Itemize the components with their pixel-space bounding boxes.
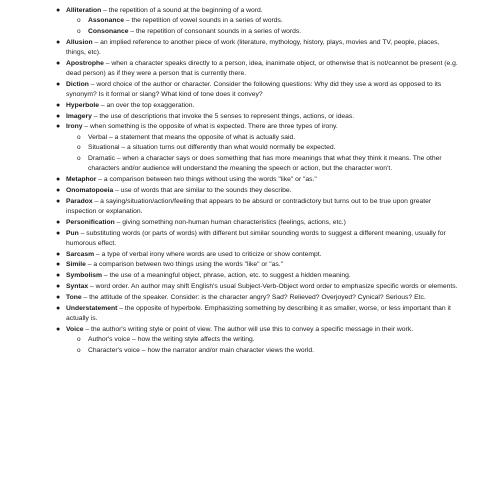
- term-name: Pun: [66, 229, 79, 237]
- term-item: [56, 325, 460, 356]
- sub-term-item: [77, 27, 460, 37]
- sub-term-list: [66, 16, 460, 37]
- bullet-icon: ●: [56, 80, 61, 88]
- term-item: [56, 101, 460, 111]
- sub-term-item: [77, 335, 460, 345]
- circle-bullet-icon: o: [77, 144, 81, 152]
- bullet-icon: ●: [56, 261, 61, 269]
- term-definition: – word choice of the author or character. Consider the following questions: Why did they use a word as opposed to its synonym? Is it formal or slang? What kind of tone does it convey?: [66, 80, 442, 98]
- circle-bullet-icon: o: [77, 335, 81, 343]
- term-name: Alliteration: [66, 7, 102, 14]
- term-item: [56, 175, 460, 185]
- sub-term-list: [66, 335, 460, 356]
- term-item: [56, 250, 460, 260]
- term-name: Diction: [66, 80, 89, 88]
- sub-term-item: [77, 154, 460, 174]
- term-definition: – word order. An author may shift English's usual Subject-Verb-Object word order to emphasize specific words or elements.: [88, 282, 458, 290]
- sub-term-definition: Verbal – a statement that means the opposite of what is actually said.: [88, 133, 296, 141]
- bullet-icon: ●: [56, 176, 61, 184]
- bullet-icon: ●: [56, 293, 61, 301]
- bullet-icon: ●: [56, 123, 61, 131]
- sub-term-definition: Character's voice – how the narrator and/or main character views the world.: [88, 346, 315, 354]
- bullet-icon: ●: [56, 272, 61, 280]
- term-item: [56, 218, 460, 228]
- term-name: Onomatopoeia: [66, 186, 114, 194]
- term-definition: – a comparison between two things without using the words "like" or "as.": [96, 176, 317, 184]
- sub-term-definition: Dramatic – when a character says or does something that has more meanings that what they think it means. The other characters and/or audience will understand the meaning the speech or action, but the character won't.: [88, 155, 442, 173]
- sub-term-definition: – the repetition of vowel sounds in a series of words.: [124, 17, 283, 25]
- term-definition: – a type of verbal irony where words are used to criticize or show contempt.: [94, 250, 322, 258]
- circle-bullet-icon: o: [77, 28, 81, 35]
- term-name: Symbolism: [66, 272, 103, 280]
- term-name: Paradox: [66, 197, 93, 205]
- term-definition: – the opposite of hyperbole. Emphasizing something by describing it as smaller, worse, or less important than it actually is.: [66, 304, 451, 322]
- term-definition: – a comparison between two things using the words "like" or "as.": [85, 261, 284, 269]
- term-name: Hyperbole: [66, 101, 100, 109]
- term-item: [56, 271, 460, 281]
- term-definition: – when a character speaks directly to a person, idea, inanimate object, or otherwise that is not/cannot be present (e.g. dead person) as if they were a person that is currently there.: [66, 59, 458, 77]
- sub-term-item: [77, 143, 460, 153]
- sub-term-item: [77, 133, 460, 143]
- term-definition: – when something is the opposite of what is expected. There are three types of irony.: [82, 123, 338, 131]
- term-definition: – an over the top exaggeration.: [99, 101, 195, 109]
- bullet-icon: ●: [56, 59, 61, 67]
- bullet-icon: ●: [56, 250, 61, 258]
- term-item: [56, 186, 460, 196]
- term-name: Irony: [66, 123, 83, 131]
- sub-term-definition: Situational – a situation turns out differently than what would normally be expected.: [88, 144, 336, 152]
- term-item: [56, 197, 460, 217]
- term-item: [56, 6, 460, 37]
- term-item: [56, 122, 460, 174]
- term-item: [56, 260, 460, 270]
- bullet-icon: ●: [56, 282, 61, 290]
- term-item: [56, 293, 460, 303]
- term-definition: – giving something non-human human characteristics (feelings, actions, etc.): [114, 218, 346, 226]
- term-item: [56, 304, 460, 324]
- term-name: Sarcasm: [66, 250, 95, 258]
- term-name: Apostrophe: [66, 59, 104, 67]
- term-item: [56, 112, 460, 122]
- term-name: Voice: [66, 325, 84, 333]
- term-name: Allusion: [66, 38, 93, 46]
- circle-bullet-icon: o: [77, 346, 81, 354]
- term-name: Personification: [66, 218, 115, 226]
- term-definition: – the attitude of the speaker. Consider: is the character angry? Sad? Relieved? Overjoyed? Cynical? Serious? Etc.: [81, 293, 426, 301]
- sub-term-list: [66, 133, 460, 175]
- term-item: [56, 59, 460, 79]
- term-item: [56, 282, 460, 292]
- term-definition: – a saying/situation/action/feeling that appears to be absurd or contradictory but turns out to be true upon greater inspection or explanation.: [66, 197, 432, 215]
- term-definition: – use of words that are similar to the sounds they describe.: [113, 186, 292, 194]
- term-definition: – substituting words (or parts of words) with different but similar sounding words to suggest a different meaning, usually for humorous effect.: [66, 229, 446, 247]
- term-name: Imagery: [66, 112, 92, 120]
- term-definition: – the author's writing style or point of view. The author will use this to convey a specific message in their work.: [83, 325, 413, 333]
- term-item: [56, 80, 460, 100]
- term-definition: – the repetition of a sound at the beginning of a word.: [101, 7, 263, 14]
- term-name: Syntax: [66, 282, 89, 290]
- bullet-icon: ●: [56, 112, 61, 120]
- sub-term-item: [77, 16, 460, 26]
- term-definition: – an implied reference to another piece of work (literature, mythology, history, plays, movies and TV, people, places, things, etc).: [66, 38, 440, 56]
- sub-term-name: Consonance: [88, 28, 129, 35]
- bullet-icon: ●: [56, 186, 61, 194]
- bullet-icon: ●: [56, 304, 61, 312]
- bullet-icon: ●: [56, 7, 61, 14]
- sub-term-item: [77, 346, 460, 356]
- term-item: [56, 229, 460, 249]
- term-name: Metaphor: [66, 176, 97, 184]
- bullet-icon: ●: [56, 218, 61, 226]
- bullet-icon: ●: [56, 229, 61, 237]
- term-name: Understatement: [66, 304, 118, 312]
- sub-term-definition: Author's voice – how the writing style affects the writing.: [88, 335, 255, 343]
- term-item: [56, 38, 460, 58]
- term-definition: – the use of a meaningful object, phrase, action, etc. to suggest a hidden meaning.: [102, 272, 351, 280]
- circle-bullet-icon: o: [77, 17, 81, 25]
- bullet-icon: ●: [56, 101, 61, 109]
- bullet-icon: ●: [56, 38, 61, 46]
- sub-term-definition: – the repetition of consonant sounds in a series of words.: [128, 28, 302, 35]
- bullet-icon: ●: [56, 197, 61, 205]
- bullet-icon: ●: [56, 325, 61, 333]
- circle-bullet-icon: o: [77, 133, 81, 141]
- term-name: Simile: [66, 261, 86, 269]
- term-name: Tone: [66, 293, 82, 301]
- term-definition: – the use of descriptions that invoke the 5 senses to represent things, actions, or ideas.: [91, 112, 355, 120]
- sub-term-name: Assonance: [88, 17, 125, 25]
- circle-bullet-icon: o: [77, 155, 81, 163]
- literary-terms-list: [56, 6, 460, 356]
